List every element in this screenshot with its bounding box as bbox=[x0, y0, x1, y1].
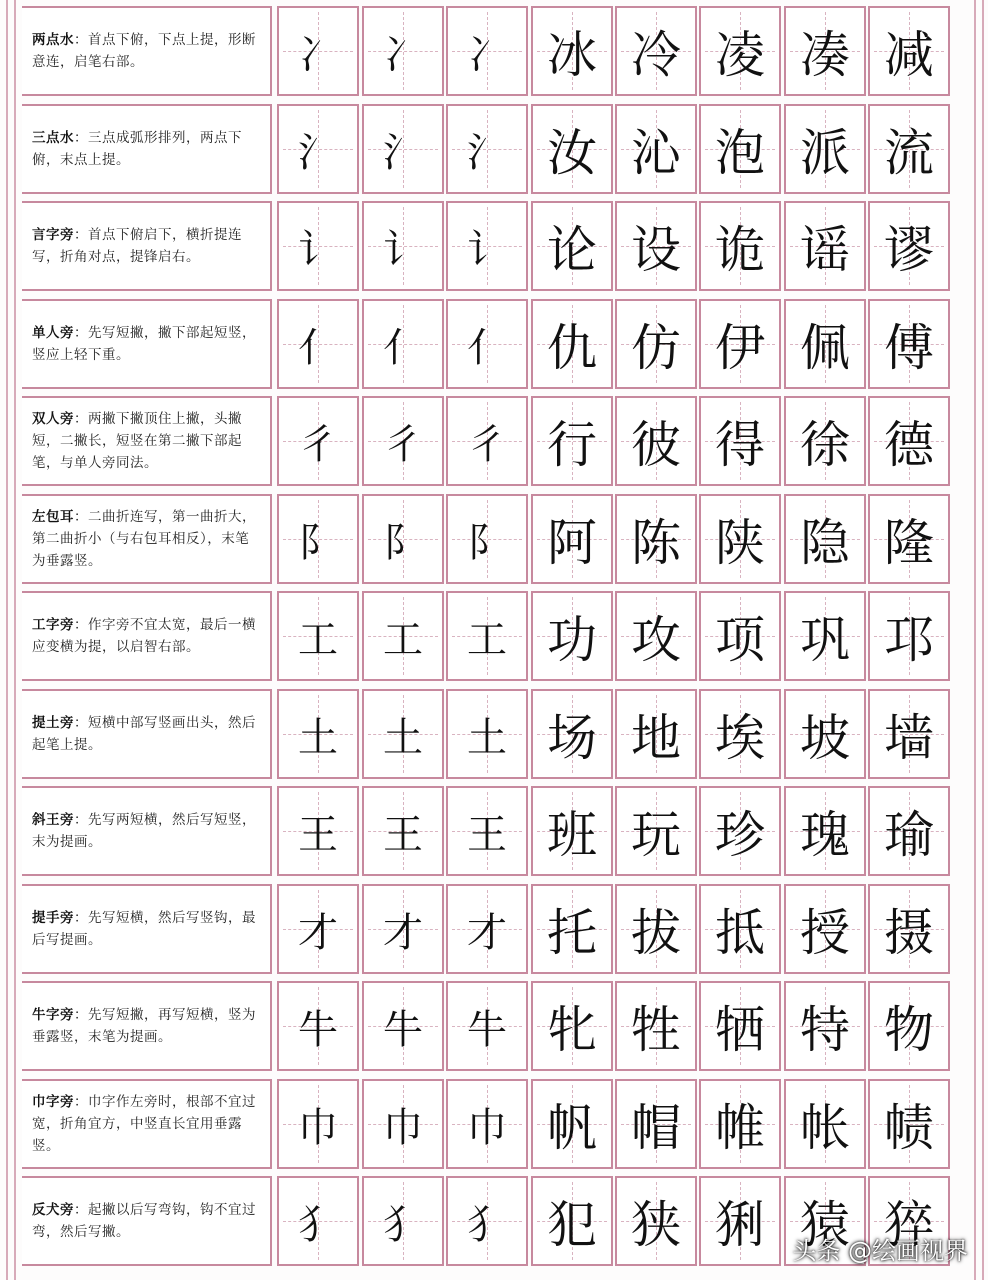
example-character-cell bbox=[868, 981, 950, 1071]
radical-practice-cell bbox=[362, 494, 444, 584]
example-glyph: 仿 bbox=[631, 319, 681, 377]
radical-practice-cell bbox=[362, 299, 444, 389]
example-character-cell bbox=[699, 884, 781, 974]
radical-description bbox=[22, 591, 272, 681]
radical-glyph: 才 bbox=[467, 909, 507, 956]
example-glyph: 瑰 bbox=[800, 806, 850, 864]
example-glyph: 珍 bbox=[715, 806, 765, 864]
example-character-cell bbox=[784, 1079, 866, 1169]
radical-practice-cell bbox=[446, 1079, 528, 1169]
radical-glyph: 犭 bbox=[298, 1201, 338, 1248]
radical-practice-cell bbox=[446, 104, 528, 194]
example-character-cell bbox=[784, 104, 866, 194]
example-character-cell bbox=[784, 396, 866, 486]
example-character-cell bbox=[531, 689, 613, 779]
example-character-cell bbox=[868, 6, 950, 96]
radical-glyph: 工 bbox=[467, 616, 507, 663]
radical-practice-cell bbox=[277, 1176, 359, 1266]
radical-practice-cell bbox=[446, 299, 528, 389]
radical-practice-cell bbox=[446, 591, 528, 681]
radical-description bbox=[22, 201, 272, 291]
radical-instructions: ：作字旁不宜太宽，最后一横应变横为提，以启智右部。 bbox=[32, 617, 256, 655]
radical-practice-cell bbox=[362, 981, 444, 1071]
example-glyph: 徐 bbox=[800, 416, 850, 474]
example-character-cell bbox=[699, 104, 781, 194]
radical-practice-cell bbox=[446, 786, 528, 876]
radical-practice-cell bbox=[446, 201, 528, 291]
radical-instructions: ：首点下俯启下，横折提连写，折角对点，提锋启右。 bbox=[32, 227, 242, 265]
radical-glyph: 王 bbox=[383, 811, 423, 858]
example-glyph: 牲 bbox=[631, 1001, 681, 1059]
radical-description bbox=[22, 494, 272, 584]
example-character-cell bbox=[531, 104, 613, 194]
radical-description bbox=[22, 689, 272, 779]
radical-practice-cell bbox=[277, 981, 359, 1071]
radical-practice-cell bbox=[446, 884, 528, 974]
radical-row bbox=[0, 494, 988, 584]
example-character-cell bbox=[699, 689, 781, 779]
example-character-cell bbox=[531, 786, 613, 876]
example-glyph: 班 bbox=[547, 806, 597, 864]
radical-glyph: 王 bbox=[467, 811, 507, 858]
example-glyph: 设 bbox=[631, 221, 681, 279]
example-character-cell bbox=[531, 6, 613, 96]
example-glyph: 减 bbox=[884, 26, 934, 84]
example-character-cell bbox=[699, 591, 781, 681]
radical-name: 三点水 bbox=[32, 130, 74, 146]
radical-name: 单人旁 bbox=[32, 325, 74, 341]
radical-glyph: 犭 bbox=[467, 1201, 507, 1248]
example-character-cell bbox=[868, 104, 950, 194]
example-glyph: 猁 bbox=[715, 1196, 765, 1254]
example-character-cell bbox=[868, 884, 950, 974]
radical-practice-cell bbox=[277, 494, 359, 584]
example-glyph: 猝 bbox=[884, 1196, 934, 1254]
example-character-cell bbox=[868, 786, 950, 876]
radical-practice-cell bbox=[446, 1176, 528, 1266]
example-glyph: 摄 bbox=[884, 904, 934, 962]
radical-instructions: ：先写两短横，然后写短竖，末为提画。 bbox=[32, 812, 256, 850]
example-character-cell bbox=[699, 201, 781, 291]
radical-row bbox=[0, 689, 988, 779]
example-character-cell bbox=[615, 299, 697, 389]
example-glyph: 冰 bbox=[547, 26, 597, 84]
radical-glyph: 氵 bbox=[383, 129, 423, 176]
radical-glyph: 彳 bbox=[383, 421, 423, 468]
radical-practice-cell bbox=[446, 689, 528, 779]
radical-practice-cell bbox=[277, 396, 359, 486]
radical-row bbox=[0, 981, 988, 1071]
example-glyph: 谣 bbox=[800, 221, 850, 279]
example-character-cell bbox=[615, 494, 697, 584]
radical-instructions: ：三点成弧形排列，两点下俯，末点上提。 bbox=[32, 130, 242, 168]
radical-row bbox=[0, 299, 988, 389]
radical-name: 反犬旁 bbox=[32, 1202, 74, 1218]
radical-name: 提手旁 bbox=[32, 910, 74, 926]
radical-name: 双人旁 bbox=[32, 411, 74, 427]
example-glyph: 谬 bbox=[884, 221, 934, 279]
example-character-cell bbox=[868, 494, 950, 584]
radical-description bbox=[22, 6, 272, 96]
radical-instructions: ：巾字作左旁时，根部不宜过宽，折角宜方，中竖直长宜用垂露竖。 bbox=[32, 1094, 256, 1154]
radical-glyph: 犭 bbox=[383, 1201, 423, 1248]
example-glyph: 沁 bbox=[631, 124, 681, 182]
radical-practice-cell bbox=[362, 396, 444, 486]
example-character-cell bbox=[615, 396, 697, 486]
radical-name: 两点水 bbox=[32, 32, 74, 48]
example-character-cell bbox=[615, 6, 697, 96]
radical-glyph: 讠 bbox=[298, 226, 338, 273]
radical-description bbox=[22, 786, 272, 876]
example-character-cell bbox=[868, 689, 950, 779]
example-glyph: 狭 bbox=[631, 1196, 681, 1254]
radical-glyph: 氵 bbox=[467, 129, 507, 176]
radical-description bbox=[22, 396, 272, 486]
example-character-cell bbox=[615, 786, 697, 876]
radical-instructions: ：二曲折连写，第一曲折大，第二曲折小（与右包耳相反），末笔为垂露竖。 bbox=[32, 509, 256, 569]
example-character-cell bbox=[531, 884, 613, 974]
radical-practice-cell bbox=[277, 591, 359, 681]
radical-practice-cell bbox=[277, 201, 359, 291]
example-glyph: 帽 bbox=[631, 1099, 681, 1157]
radical-practice-cell bbox=[362, 591, 444, 681]
radical-practice-cell bbox=[277, 299, 359, 389]
radical-practice-cell bbox=[446, 981, 528, 1071]
example-glyph: 拔 bbox=[631, 904, 681, 962]
radical-practice-cell bbox=[277, 786, 359, 876]
example-character-cell bbox=[531, 1176, 613, 1266]
radical-instructions: ：首点下俯，下点上提，形断意连，启笔右部。 bbox=[32, 32, 256, 70]
radical-glyph: 工 bbox=[298, 616, 338, 663]
radical-glyph: 彳 bbox=[298, 421, 338, 468]
radical-glyph: 王 bbox=[298, 811, 338, 858]
example-glyph: 得 bbox=[715, 416, 765, 474]
radical-description bbox=[22, 104, 272, 194]
radical-glyph: 亻 bbox=[298, 324, 338, 371]
example-character-cell bbox=[531, 981, 613, 1071]
example-glyph: 托 bbox=[547, 904, 597, 962]
radical-glyph: 冫 bbox=[467, 31, 507, 78]
radical-row bbox=[0, 591, 988, 681]
example-glyph: 汝 bbox=[547, 124, 597, 182]
example-character-cell bbox=[699, 1079, 781, 1169]
example-character-cell bbox=[699, 786, 781, 876]
example-glyph: 埃 bbox=[715, 709, 765, 767]
example-glyph: 坡 bbox=[800, 709, 850, 767]
example-character-cell bbox=[531, 591, 613, 681]
example-glyph: 物 bbox=[884, 1001, 934, 1059]
radical-glyph: 冫 bbox=[383, 31, 423, 78]
radical-glyph: 才 bbox=[383, 909, 423, 956]
example-glyph: 犯 bbox=[547, 1196, 597, 1254]
example-glyph: 帆 bbox=[547, 1099, 597, 1157]
example-character-cell bbox=[699, 299, 781, 389]
example-glyph: 派 bbox=[800, 124, 850, 182]
radical-description bbox=[22, 299, 272, 389]
radical-instructions: ：起撇以后写弯钩，钩不宜过弯，然后写撇。 bbox=[32, 1202, 256, 1240]
example-glyph: 诡 bbox=[715, 221, 765, 279]
radical-glyph: 牛 bbox=[298, 1006, 338, 1053]
radical-practice-cell bbox=[362, 884, 444, 974]
example-glyph: 隐 bbox=[800, 514, 850, 572]
radical-glyph: 氵 bbox=[298, 129, 338, 176]
radical-practice-cell bbox=[277, 6, 359, 96]
example-glyph: 抵 bbox=[715, 904, 765, 962]
example-character-cell bbox=[784, 201, 866, 291]
radical-glyph: 亻 bbox=[467, 324, 507, 371]
radical-glyph: 巾 bbox=[467, 1104, 507, 1151]
example-glyph: 帐 bbox=[800, 1099, 850, 1157]
example-character-cell bbox=[784, 884, 866, 974]
radical-practice-cell bbox=[362, 786, 444, 876]
radical-description bbox=[22, 884, 272, 974]
example-glyph: 仇 bbox=[547, 319, 597, 377]
radical-name: 言字旁 bbox=[32, 227, 74, 243]
example-character-cell bbox=[868, 1079, 950, 1169]
example-character-cell bbox=[784, 689, 866, 779]
radical-glyph: 阝 bbox=[383, 519, 423, 566]
radical-row bbox=[0, 6, 988, 96]
example-character-cell bbox=[615, 591, 697, 681]
radical-practice-cell bbox=[362, 104, 444, 194]
example-character-cell bbox=[868, 396, 950, 486]
example-glyph: 牺 bbox=[715, 1001, 765, 1059]
radical-glyph: 阝 bbox=[298, 519, 338, 566]
example-glyph: 伊 bbox=[715, 319, 765, 377]
example-glyph: 攻 bbox=[631, 611, 681, 669]
radical-glyph: 牛 bbox=[383, 1006, 423, 1053]
radical-practice-cell bbox=[446, 494, 528, 584]
example-character-cell bbox=[699, 396, 781, 486]
radical-glyph: 讠 bbox=[383, 226, 423, 273]
radical-name: 提土旁 bbox=[32, 715, 74, 731]
example-glyph: 泡 bbox=[715, 124, 765, 182]
example-glyph: 论 bbox=[547, 221, 597, 279]
example-glyph: 流 bbox=[884, 124, 934, 182]
example-character-cell bbox=[784, 6, 866, 96]
radical-instructions: ：先写短撇，撇下部起短竖，竖应上轻下重。 bbox=[32, 325, 256, 363]
example-character-cell bbox=[784, 786, 866, 876]
example-glyph: 凌 bbox=[715, 26, 765, 84]
example-character-cell bbox=[615, 1079, 697, 1169]
radical-description bbox=[22, 981, 272, 1071]
radical-instructions: ：先写短撇，再写短横，竖为垂露竖，末笔为提画。 bbox=[32, 1007, 256, 1045]
radical-practice-cell bbox=[362, 1176, 444, 1266]
example-character-cell bbox=[531, 494, 613, 584]
example-glyph: 冷 bbox=[631, 26, 681, 84]
radical-instructions: ：短横中部写竖画出头，然后起笔上提。 bbox=[32, 715, 256, 753]
radical-practice-cell bbox=[277, 689, 359, 779]
example-glyph: 彼 bbox=[631, 416, 681, 474]
example-character-cell bbox=[868, 299, 950, 389]
radical-practice-cell bbox=[277, 104, 359, 194]
example-glyph: 猿 bbox=[800, 1196, 850, 1254]
radical-row bbox=[0, 201, 988, 291]
example-glyph: 凑 bbox=[800, 26, 850, 84]
example-glyph: 场 bbox=[547, 709, 597, 767]
example-character-cell bbox=[699, 981, 781, 1071]
example-glyph: 行 bbox=[547, 416, 597, 474]
example-glyph: 墙 bbox=[884, 709, 934, 767]
example-glyph: 特 bbox=[800, 1001, 850, 1059]
example-character-cell bbox=[699, 494, 781, 584]
radical-glyph: 巾 bbox=[298, 1104, 338, 1151]
example-glyph: 帻 bbox=[884, 1099, 934, 1157]
example-character-cell bbox=[784, 299, 866, 389]
radical-glyph: 土 bbox=[298, 714, 338, 761]
example-character-cell bbox=[784, 981, 866, 1071]
example-character-cell bbox=[868, 591, 950, 681]
example-glyph: 授 bbox=[800, 904, 850, 962]
example-glyph: 陈 bbox=[631, 514, 681, 572]
radical-glyph: 土 bbox=[383, 714, 423, 761]
radical-row bbox=[0, 786, 988, 876]
radical-practice-cell bbox=[362, 1079, 444, 1169]
example-glyph: 佩 bbox=[800, 319, 850, 377]
example-glyph: 邛 bbox=[884, 611, 934, 669]
radical-name: 左包耳 bbox=[32, 509, 74, 525]
example-character-cell bbox=[868, 201, 950, 291]
example-character-cell bbox=[531, 396, 613, 486]
radical-name: 斜王旁 bbox=[32, 812, 74, 828]
example-character-cell bbox=[699, 6, 781, 96]
example-character-cell bbox=[615, 689, 697, 779]
example-character-cell bbox=[615, 201, 697, 291]
example-character-cell bbox=[784, 494, 866, 584]
example-character-cell bbox=[784, 591, 866, 681]
example-character-cell bbox=[615, 1176, 697, 1266]
radical-practice-cell bbox=[362, 689, 444, 779]
radical-description bbox=[22, 1079, 272, 1169]
example-glyph: 地 bbox=[631, 709, 681, 767]
example-glyph: 隆 bbox=[884, 514, 934, 572]
radical-instructions: ：先写短横，然后写竖钩，最后写提画。 bbox=[32, 910, 256, 948]
radical-instructions: ：两撇下撇顶住上撇，头撇短，二撇长，短竖在第二撇下部起笔，与单人旁同法。 bbox=[32, 411, 242, 471]
example-character-cell bbox=[615, 884, 697, 974]
example-glyph: 陕 bbox=[715, 514, 765, 572]
radical-row bbox=[0, 396, 988, 486]
example-glyph: 阿 bbox=[547, 514, 597, 572]
radical-name: 巾字旁 bbox=[32, 1094, 74, 1110]
radical-practice-cell bbox=[277, 1079, 359, 1169]
radical-glyph: 彳 bbox=[467, 421, 507, 468]
radical-glyph: 讠 bbox=[467, 226, 507, 273]
example-glyph: 德 bbox=[884, 416, 934, 474]
radical-glyph: 阝 bbox=[467, 519, 507, 566]
radical-glyph: 亻 bbox=[383, 324, 423, 371]
radical-description bbox=[22, 1176, 272, 1266]
example-glyph: 功 bbox=[547, 611, 597, 669]
radical-glyph: 巾 bbox=[383, 1104, 423, 1151]
radical-practice-cell bbox=[362, 6, 444, 96]
radical-glyph: 牛 bbox=[467, 1006, 507, 1053]
example-character-cell bbox=[531, 299, 613, 389]
example-character-cell bbox=[615, 981, 697, 1071]
radical-row bbox=[0, 884, 988, 974]
radical-row bbox=[0, 104, 988, 194]
example-glyph: 帷 bbox=[715, 1099, 765, 1157]
example-character-cell bbox=[615, 104, 697, 194]
example-glyph: 瑜 bbox=[884, 806, 934, 864]
radical-glyph: 才 bbox=[298, 909, 338, 956]
example-glyph: 玩 bbox=[631, 806, 681, 864]
radical-name: 牛字旁 bbox=[32, 1007, 74, 1023]
radical-practice-cell bbox=[446, 6, 528, 96]
radical-practice-cell bbox=[277, 884, 359, 974]
radical-glyph: 冫 bbox=[298, 31, 338, 78]
watermark: 头条 @绘画视界 bbox=[792, 1237, 968, 1265]
radical-practice-cell bbox=[362, 201, 444, 291]
example-glyph: 牝 bbox=[547, 1001, 597, 1059]
example-glyph: 傅 bbox=[884, 319, 934, 377]
radical-row bbox=[0, 1079, 988, 1169]
radical-glyph: 土 bbox=[467, 714, 507, 761]
example-glyph: 巩 bbox=[800, 611, 850, 669]
radical-practice-cell bbox=[446, 396, 528, 486]
radical-glyph: 工 bbox=[383, 616, 423, 663]
example-character-cell bbox=[531, 1079, 613, 1169]
example-character-cell bbox=[531, 201, 613, 291]
example-glyph: 项 bbox=[715, 611, 765, 669]
example-character-cell bbox=[699, 1176, 781, 1266]
radical-name: 工字旁 bbox=[32, 617, 74, 633]
